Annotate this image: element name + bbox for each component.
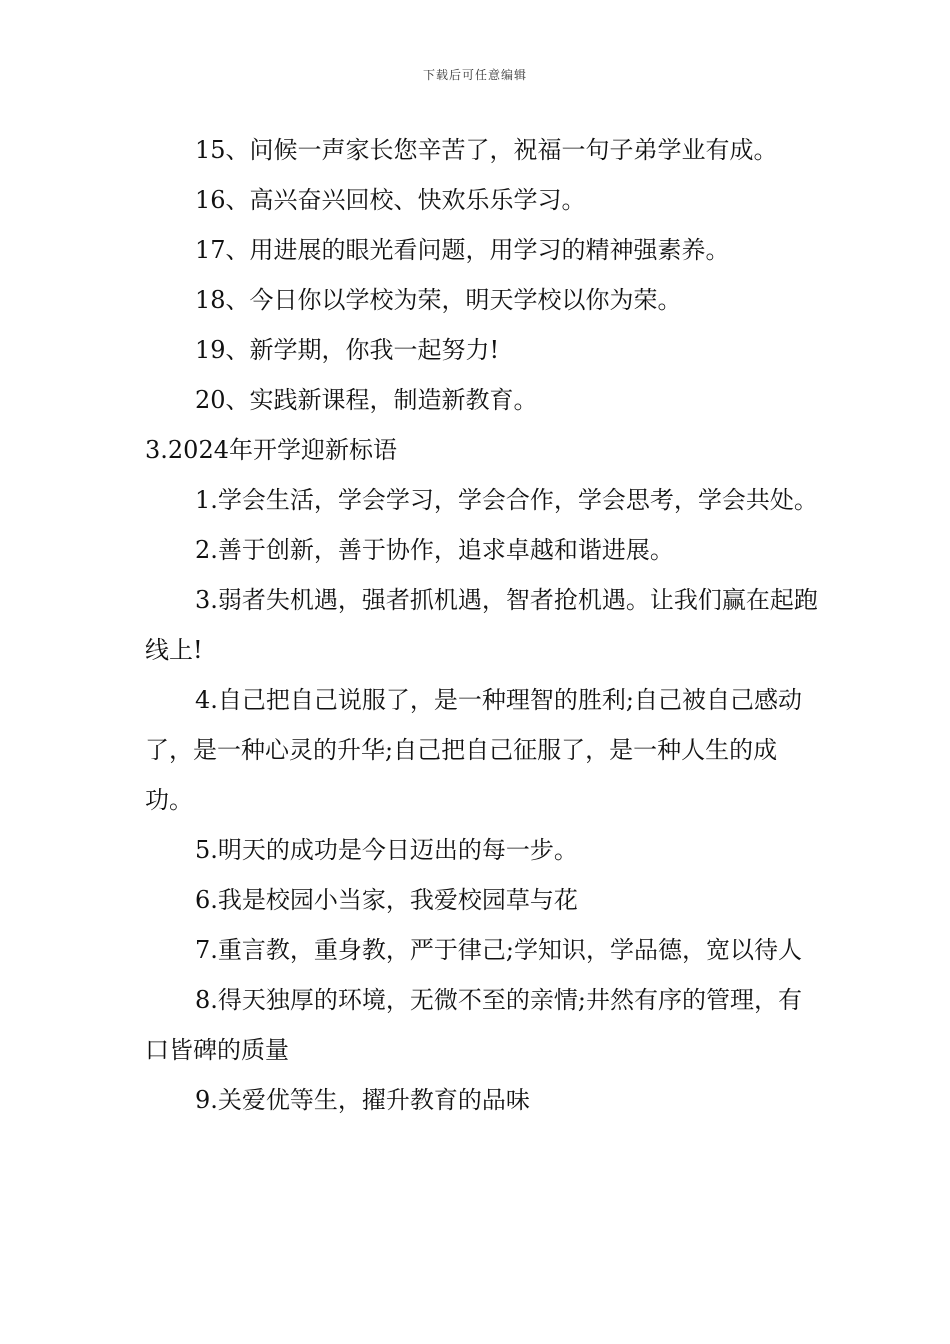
slogan-line-20: 20、实践新课程，制造新教育。: [195, 386, 538, 414]
section-item-9: 9.关爱优等生，擢升教育的品味: [195, 1086, 530, 1114]
section-item-2: 2.善于创新，善于协作，追求卓越和谐进展。: [195, 536, 674, 564]
slogan-line-18: 18、今日你以学校为荣，明天学校以你为荣。: [195, 286, 682, 314]
section-item-4: 4.自己把自己说服了，是一种理智的胜利;自己被自己感动了，是一种心灵的升华;自己把自己征服了，是一种人生的成功。: [145, 686, 802, 814]
slogan-line-16: 16、高兴奋兴回校、快欢乐乐学习。: [195, 186, 586, 214]
section-item-8: 8.得天独厚的环境，无微不至的亲情;井然有序的管理，有口皆碑的质量: [145, 986, 802, 1064]
slogan-line-17: 17、用进展的眼光看问题，用学习的精神强素养。: [195, 236, 730, 264]
document-body: [145, 125, 825, 1125]
slogan-line-15: 15、问候一声家长您辛苦了，祝福一句子弟学业有成。: [195, 136, 778, 164]
section-item-3: 3.弱者失机遇，强者抓机遇，智者抢机遇。让我们赢在起跑线上!: [145, 586, 818, 664]
header-note: 下载后可任意编辑: [422, 68, 527, 82]
section-item-1: 1.学会生活，学会学习，学会合作，学会思考，学会共处。: [195, 486, 818, 514]
section-item-5: 5.明天的成功是今日迈出的每一步。: [195, 836, 578, 864]
section-heading: 3.2024年开学迎新标语: [145, 436, 397, 464]
section-item-6: 6.我是校园小当家，我爱校园草与花: [195, 886, 578, 914]
slogan-line-19: 19、新学期，你我一起努力!: [195, 336, 500, 364]
section-item-7: 7.重言教，重身教，严于律己;学知识，学品德，宽以待人: [195, 936, 802, 964]
